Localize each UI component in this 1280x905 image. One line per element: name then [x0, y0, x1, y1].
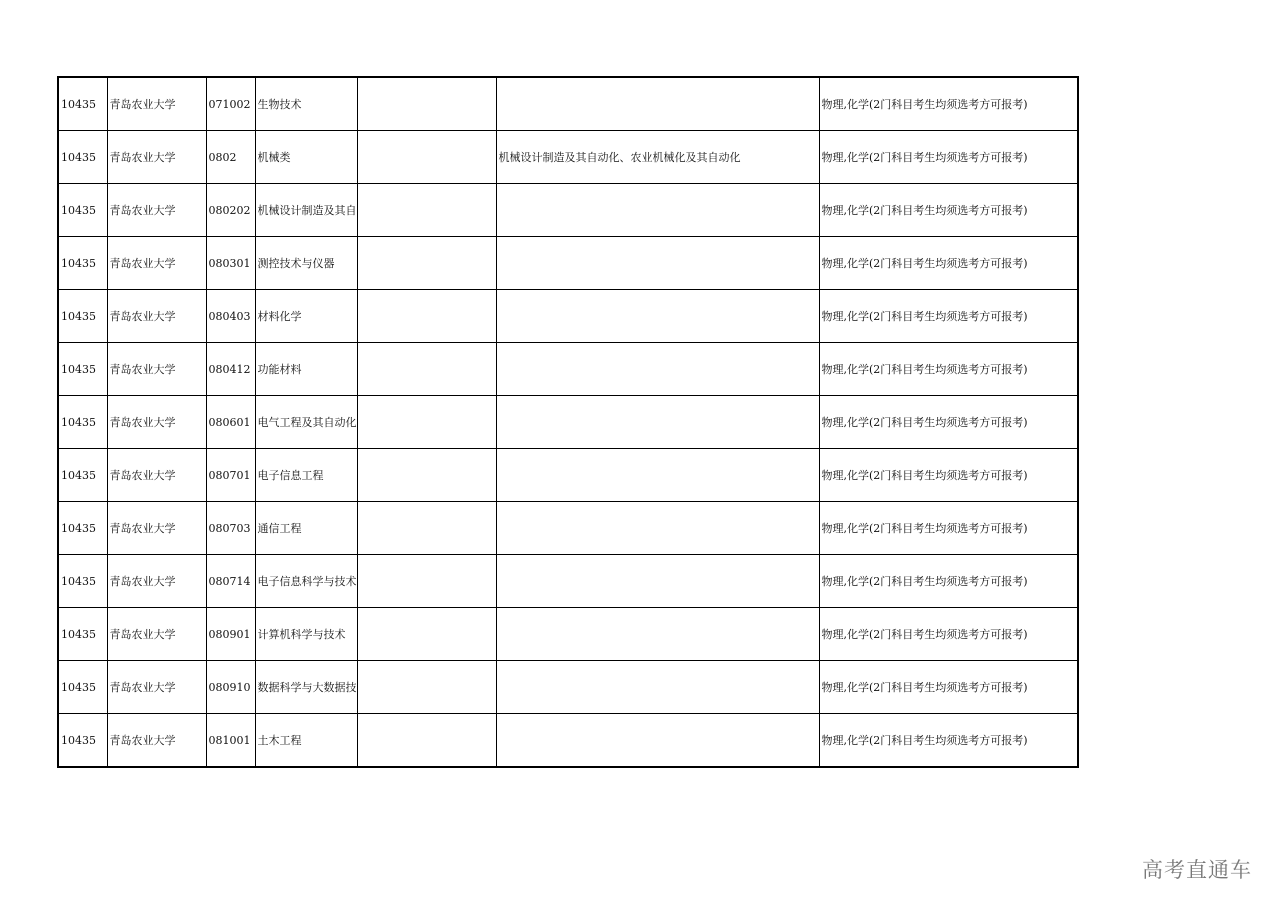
major-code-cell: 080412 [206, 343, 255, 396]
major-code-cell: 080910 [206, 661, 255, 714]
included-majors-cell: 机械设计制造及其自动化、农业机械化及其自动化 [496, 131, 819, 184]
school-code-cell: 10435 [58, 343, 107, 396]
subject-requirement-cell: 物理,化学(2门科目考生均须选考方可报考) [819, 237, 1078, 290]
school-name-cell: 青岛农业大学 [107, 396, 206, 449]
included-majors-cell [496, 661, 819, 714]
major-code-cell: 071002 [206, 77, 255, 131]
major-name-cell: 电子信息工程 [255, 449, 357, 502]
subject-requirement-cell: 物理,化学(2门科目考生均须选考方可报考) [819, 502, 1078, 555]
included-majors-cell [496, 502, 819, 555]
table-row [58, 449, 1078, 502]
note-cell [357, 449, 496, 502]
major-name-cell: 机械设计制造及其自 [255, 184, 357, 237]
school-code-cell: 10435 [58, 77, 107, 131]
major-name-cell: 机械类 [255, 131, 357, 184]
school-code-cell: 10435 [58, 661, 107, 714]
subject-requirement-cell: 物理,化学(2门科目考生均须选考方可报考) [819, 714, 1078, 768]
note-cell [357, 714, 496, 768]
included-majors-cell [496, 449, 819, 502]
school-name-cell: 青岛农业大学 [107, 131, 206, 184]
major-name-cell: 电子信息科学与技术 [255, 555, 357, 608]
major-code-cell: 080601 [206, 396, 255, 449]
included-majors-cell [496, 290, 819, 343]
note-cell [357, 290, 496, 343]
table-row [58, 237, 1078, 290]
school-code-cell: 10435 [58, 449, 107, 502]
school-code-cell: 10435 [58, 714, 107, 768]
school-code-cell: 10435 [58, 608, 107, 661]
note-cell [357, 396, 496, 449]
table-row [58, 290, 1078, 343]
note-cell [357, 77, 496, 131]
major-name-cell: 功能材料 [255, 343, 357, 396]
table-row [58, 184, 1078, 237]
included-majors-cell [496, 396, 819, 449]
table-body [58, 77, 1078, 767]
included-majors-cell [496, 555, 819, 608]
major-name-cell: 数据科学与大数据技 [255, 661, 357, 714]
school-code-cell: 10435 [58, 184, 107, 237]
note-cell [357, 661, 496, 714]
included-majors-cell [496, 237, 819, 290]
school-name-cell: 青岛农业大学 [107, 290, 206, 343]
major-code-cell: 080714 [206, 555, 255, 608]
subject-requirement-cell: 物理,化学(2门科目考生均须选考方可报考) [819, 555, 1078, 608]
school-name-cell: 青岛农业大学 [107, 714, 206, 768]
table-row [58, 714, 1078, 768]
major-name-cell: 土木工程 [255, 714, 357, 768]
admission-requirements-table [57, 76, 1079, 768]
school-name-cell: 青岛农业大学 [107, 502, 206, 555]
subject-requirement-cell: 物理,化学(2门科目考生均须选考方可报考) [819, 184, 1078, 237]
major-name-cell: 通信工程 [255, 502, 357, 555]
subject-requirement-cell: 物理,化学(2门科目考生均须选考方可报考) [819, 131, 1078, 184]
school-name-cell: 青岛农业大学 [107, 237, 206, 290]
subject-requirement-cell: 物理,化学(2门科目考生均须选考方可报考) [819, 608, 1078, 661]
note-cell [357, 608, 496, 661]
included-majors-cell [496, 608, 819, 661]
note-cell [357, 131, 496, 184]
major-code-cell: 0802 [206, 131, 255, 184]
table-row [58, 396, 1078, 449]
included-majors-cell [496, 343, 819, 396]
school-code-cell: 10435 [58, 396, 107, 449]
table-row [58, 77, 1078, 131]
major-code-cell: 080403 [206, 290, 255, 343]
school-code-cell: 10435 [58, 290, 107, 343]
subject-requirement-cell: 物理,化学(2门科目考生均须选考方可报考) [819, 449, 1078, 502]
school-name-cell: 青岛农业大学 [107, 661, 206, 714]
major-name-cell: 测控技术与仪器 [255, 237, 357, 290]
major-code-cell: 080901 [206, 608, 255, 661]
table-row [58, 555, 1078, 608]
school-code-cell: 10435 [58, 131, 107, 184]
note-cell [357, 555, 496, 608]
school-name-cell: 青岛农业大学 [107, 77, 206, 131]
school-name-cell: 青岛农业大学 [107, 184, 206, 237]
included-majors-cell [496, 77, 819, 131]
school-code-cell: 10435 [58, 555, 107, 608]
school-name-cell: 青岛农业大学 [107, 449, 206, 502]
table-row [58, 502, 1078, 555]
note-cell [357, 237, 496, 290]
subject-requirement-cell: 物理,化学(2门科目考生均须选考方可报考) [819, 290, 1078, 343]
major-code-cell: 080703 [206, 502, 255, 555]
subject-requirement-cell: 物理,化学(2门科目考生均须选考方可报考) [819, 343, 1078, 396]
major-code-cell: 080301 [206, 237, 255, 290]
watermark-logo: 高考直通车 [1142, 858, 1252, 882]
major-code-cell: 080701 [206, 449, 255, 502]
major-name-cell: 计算机科学与技术 [255, 608, 357, 661]
school-code-cell: 10435 [58, 237, 107, 290]
school-name-cell: 青岛农业大学 [107, 608, 206, 661]
table-row [58, 131, 1078, 184]
note-cell [357, 184, 496, 237]
major-name-cell: 材料化学 [255, 290, 357, 343]
major-name-cell: 生物技术 [255, 77, 357, 131]
included-majors-cell [496, 184, 819, 237]
school-code-cell: 10435 [58, 502, 107, 555]
major-code-cell: 081001 [206, 714, 255, 768]
major-code-cell: 080202 [206, 184, 255, 237]
table-row [58, 661, 1078, 714]
school-name-cell: 青岛农业大学 [107, 555, 206, 608]
school-name-cell: 青岛农业大学 [107, 343, 206, 396]
table-row [58, 343, 1078, 396]
note-cell [357, 343, 496, 396]
major-name-cell: 电气工程及其自动化 [255, 396, 357, 449]
note-cell [357, 502, 496, 555]
subject-requirement-cell: 物理,化学(2门科目考生均须选考方可报考) [819, 396, 1078, 449]
subject-requirement-cell: 物理,化学(2门科目考生均须选考方可报考) [819, 77, 1078, 131]
subject-requirement-cell: 物理,化学(2门科目考生均须选考方可报考) [819, 661, 1078, 714]
included-majors-cell [496, 714, 819, 768]
table-row [58, 608, 1078, 661]
